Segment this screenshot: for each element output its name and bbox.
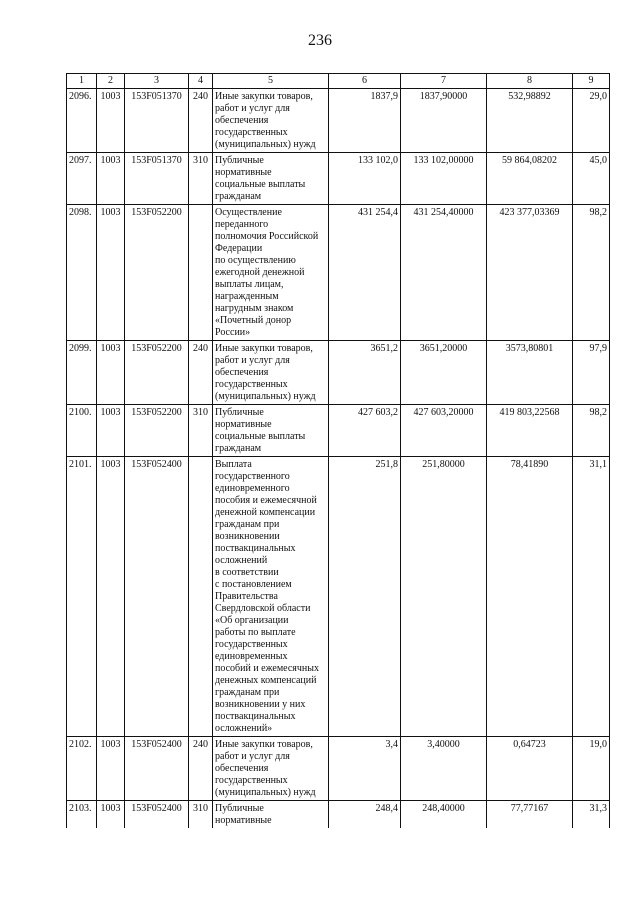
amount-cell: 251,8	[329, 457, 401, 737]
amount-precise-cell: 3651,20000	[401, 341, 487, 405]
expense-type-cell: 240	[189, 737, 213, 801]
item-name-line: Свердловской области	[215, 603, 311, 614]
amount-cell: 427 603,2	[329, 405, 401, 457]
item-name-line: осложнений»	[215, 723, 273, 734]
row-number-cell: 2101.	[67, 457, 97, 737]
item-name-line: поствакцинальных	[215, 711, 296, 722]
expense-type-cell	[189, 457, 213, 737]
item-name-line: возникновении у них	[215, 699, 306, 710]
target-code-cell: 153F051370	[125, 153, 189, 205]
executed-cell: 0,64723	[487, 737, 573, 801]
item-name-line: пособия и ежемесячной	[215, 495, 317, 506]
column-header: 3	[125, 74, 189, 89]
percent-cell: 98,2	[573, 205, 610, 341]
expense-type-cell: 310	[189, 153, 213, 205]
item-name-line: работ и услуг для	[215, 355, 290, 366]
executed-cell: 423 377,03369	[487, 205, 573, 341]
item-name-line: государственных	[215, 379, 288, 390]
item-name-cell	[213, 341, 329, 405]
item-name-line: гражданам при	[215, 687, 280, 698]
item-name-line: (муниципальных) нужд	[215, 139, 316, 150]
item-name-line: нормативные	[215, 419, 272, 430]
column-header: 7	[401, 74, 487, 89]
expense-type-cell: 240	[189, 89, 213, 153]
target-code-cell: 153F052200	[125, 341, 189, 405]
item-name-line: гражданам	[215, 191, 262, 202]
item-name-line: работ и услуг для	[215, 103, 290, 114]
item-name-cell	[213, 405, 329, 457]
target-code-cell: 153F051370	[125, 89, 189, 153]
amount-cell: 3,4	[329, 737, 401, 801]
item-name-line: гражданам при	[215, 519, 280, 530]
item-name-cell	[213, 457, 329, 737]
item-name-line: обеспечения	[215, 115, 269, 126]
column-header: 5	[213, 74, 329, 89]
item-name-line: «Об организации	[215, 615, 289, 626]
item-name-cell	[213, 89, 329, 153]
row-number-cell: 2103.	[67, 801, 97, 829]
table-row	[67, 205, 610, 341]
item-name-line: ежегодной денежной	[215, 267, 305, 278]
budget-table	[66, 73, 610, 828]
item-name-line: обеспечения	[215, 367, 269, 378]
item-name-line: награжденным	[215, 291, 279, 302]
amount-precise-cell: 431 254,40000	[401, 205, 487, 341]
item-name-cell	[213, 153, 329, 205]
row-number-cell: 2099.	[67, 341, 97, 405]
percent-cell: 29,0	[573, 89, 610, 153]
page-number: 236	[308, 32, 332, 49]
item-name-line: Публичные	[215, 155, 264, 166]
expense-type-cell: 310	[189, 405, 213, 457]
item-name-cell	[213, 801, 329, 829]
item-name-line: Публичные	[215, 407, 264, 418]
table-row	[67, 89, 610, 153]
expense-type-cell: 240	[189, 341, 213, 405]
item-name-line: в соответствии	[215, 567, 279, 578]
column-header: 2	[97, 74, 125, 89]
amount-cell: 1837,9	[329, 89, 401, 153]
column-header: 4	[189, 74, 213, 89]
percent-cell: 98,2	[573, 405, 610, 457]
item-name-line: государственных	[215, 639, 288, 650]
column-header: 6	[329, 74, 401, 89]
item-name-line: нагрудным знаком	[215, 303, 294, 314]
executed-cell: 532,98892	[487, 89, 573, 153]
item-name-line: России»	[215, 327, 251, 338]
item-name-line: денежных компенсаций	[215, 675, 317, 686]
item-name-line: пособий и ежемесячных	[215, 663, 319, 674]
amount-cell: 431 254,4	[329, 205, 401, 341]
amount-precise-cell: 248,40000	[401, 801, 487, 829]
executed-cell: 59 864,08202	[487, 153, 573, 205]
item-name-line: Выплата	[215, 459, 252, 470]
column-header: 9	[573, 74, 610, 89]
target-code-cell: 153F052200	[125, 405, 189, 457]
section-code-cell: 1003	[97, 341, 125, 405]
item-name-line: Иные закупки товаров,	[215, 343, 313, 354]
item-name-line: единовременного	[215, 483, 290, 494]
item-name-line: нормативные	[215, 815, 272, 826]
executed-cell: 3573,80801	[487, 341, 573, 405]
item-name-line: поствакцинальных	[215, 543, 296, 554]
item-name-line: выплаты лицам,	[215, 279, 284, 290]
amount-precise-cell: 251,80000	[401, 457, 487, 737]
executed-cell: 77,77167	[487, 801, 573, 829]
percent-cell: 97,9	[573, 341, 610, 405]
item-name-line: работы по выплате	[215, 627, 296, 638]
item-name-line: Иные закупки товаров,	[215, 739, 313, 750]
percent-cell: 19,0	[573, 737, 610, 801]
target-code-cell: 153F052400	[125, 457, 189, 737]
item-name-line: Осуществление	[215, 207, 282, 218]
row-number-cell: 2100.	[67, 405, 97, 457]
item-name-line: Правительства	[215, 591, 278, 602]
percent-cell: 31,3	[573, 801, 610, 829]
item-name-line: единовременных	[215, 651, 288, 662]
amount-cell: 248,4	[329, 801, 401, 829]
table-row	[67, 457, 610, 737]
target-code-cell: 153F052400	[125, 801, 189, 829]
amount-precise-cell: 1837,90000	[401, 89, 487, 153]
item-name-line: гражданам	[215, 443, 262, 454]
amount-precise-cell: 427 603,20000	[401, 405, 487, 457]
section-code-cell: 1003	[97, 405, 125, 457]
expense-type-cell	[189, 205, 213, 341]
item-name-line: переданного	[215, 219, 269, 230]
section-code-cell: 1003	[97, 737, 125, 801]
amount-precise-cell: 133 102,00000	[401, 153, 487, 205]
item-name-line: осложнений	[215, 555, 268, 566]
item-name-line: «Почетный донор	[215, 315, 292, 326]
item-name-line: полномочия Российской	[215, 231, 319, 242]
row-number-cell: 2096.	[67, 89, 97, 153]
item-name-line: по осуществлению	[215, 255, 296, 266]
item-name-line: Федерации	[215, 243, 263, 254]
item-name-line: Иные закупки товаров,	[215, 91, 313, 102]
item-name-line: государственных	[215, 127, 288, 138]
section-code-cell: 1003	[97, 457, 125, 737]
section-code-cell: 1003	[97, 153, 125, 205]
table-row	[67, 153, 610, 205]
item-name-line: нормативные	[215, 167, 272, 178]
table-row	[67, 405, 610, 457]
table-body	[67, 89, 610, 829]
table-row	[67, 341, 610, 405]
amount-cell: 133 102,0	[329, 153, 401, 205]
item-name-line: государственного	[215, 471, 290, 482]
item-name-cell	[213, 737, 329, 801]
column-header: 8	[487, 74, 573, 89]
executed-cell: 419 803,22568	[487, 405, 573, 457]
item-name-line: Публичные	[215, 803, 264, 814]
row-number-cell: 2102.	[67, 737, 97, 801]
item-name-line: (муниципальных) нужд	[215, 787, 316, 798]
item-name-line: работ и услуг для	[215, 751, 290, 762]
section-code-cell: 1003	[97, 205, 125, 341]
percent-cell: 45,0	[573, 153, 610, 205]
row-number-cell: 2097.	[67, 153, 97, 205]
target-code-cell: 153F052400	[125, 737, 189, 801]
target-code-cell: 153F052200	[125, 205, 189, 341]
item-name-line: (муниципальных) нужд	[215, 391, 316, 402]
table-row	[67, 737, 610, 801]
row-number-cell: 2098.	[67, 205, 97, 341]
item-name-line: обеспечения	[215, 763, 269, 774]
expense-type-cell: 310	[189, 801, 213, 829]
column-header: 1	[67, 74, 97, 89]
section-code-cell: 1003	[97, 89, 125, 153]
item-name-line: государственных	[215, 775, 288, 786]
table-row	[67, 801, 610, 829]
item-name-cell	[213, 205, 329, 341]
item-name-line: денежной компенсации	[215, 507, 316, 518]
item-name-line: социальные выплаты	[215, 431, 306, 442]
amount-cell: 3651,2	[329, 341, 401, 405]
section-code-cell: 1003	[97, 801, 125, 829]
item-name-line: возникновении	[215, 531, 280, 542]
executed-cell: 78,41890	[487, 457, 573, 737]
amount-precise-cell: 3,40000	[401, 737, 487, 801]
percent-cell: 31,1	[573, 457, 610, 737]
item-name-line: социальные выплаты	[215, 179, 306, 190]
item-name-line: с постановлением	[215, 579, 292, 590]
header-row	[67, 74, 610, 89]
